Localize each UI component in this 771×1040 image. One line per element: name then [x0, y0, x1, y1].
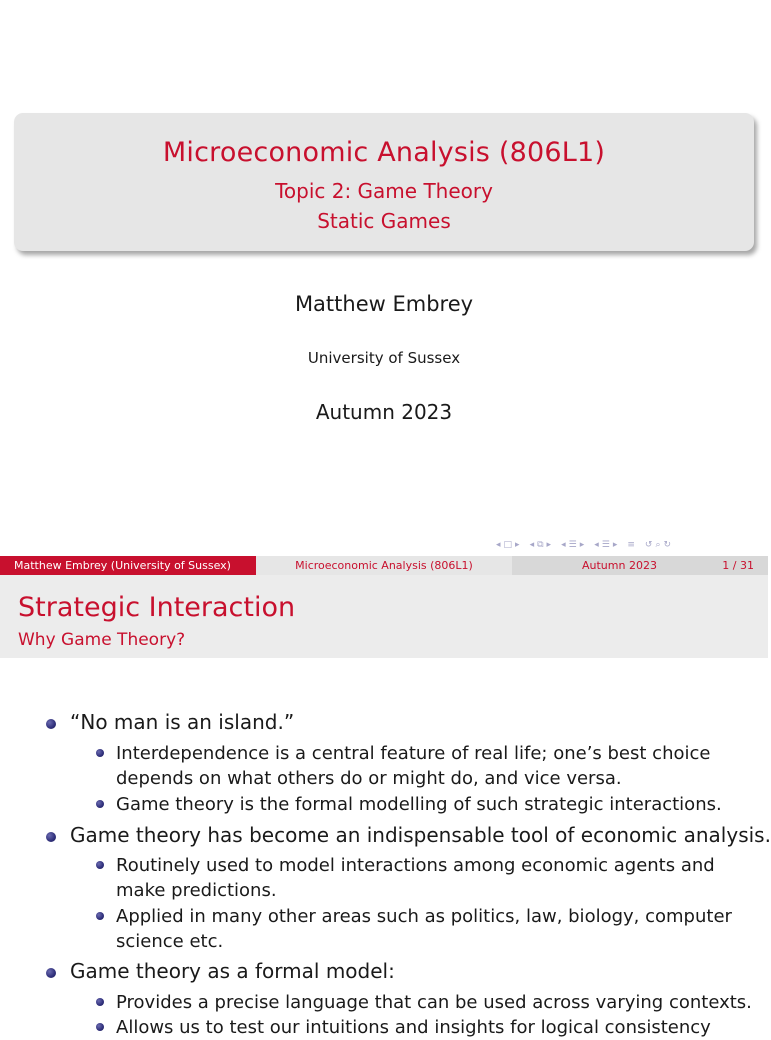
frame-title-bar [0, 575, 768, 658]
nav-section-icon[interactable]: ☰ [568, 540, 577, 550]
slide-footer [0, 556, 768, 575]
footer-date-page [512, 556, 768, 575]
presentation-subtitle-part: Static Games [317, 209, 451, 233]
sub-bullet-item-line: Allows us to test our intuitions and insights for logical consistency [116, 1017, 711, 1038]
footer-page-number: 1 / 31 [722, 559, 754, 572]
nav-next-subsection-arrow-icon[interactable]: ▸ [546, 540, 552, 550]
nav-align-icon[interactable]: ≡ [627, 540, 635, 550]
footer-short-title: Microeconomic Analysis (806L1) [256, 556, 512, 575]
bullet-item: Game theory has become an indispensable tool of economic analysis. [70, 823, 771, 847]
frame-title: Strategic Interaction [18, 592, 296, 623]
presentation-date: Autumn 2023 [315, 400, 453, 424]
beamer-navigation-bar [496, 537, 762, 553]
sub-bullet-item-line: make predictions. [116, 880, 277, 901]
presentation-title: Microeconomic Analysis (806L1) [162, 137, 606, 168]
nav-forward-icon[interactable]: ↻ [663, 540, 672, 550]
nav-prev-section-arrow-icon[interactable]: ◂ [561, 540, 566, 550]
nav-next-arrow-icon[interactable]: ▸ [515, 540, 520, 550]
frame-subtitle: Why Game Theory? [18, 630, 186, 650]
sub-bullet-item-line: Routinely used to model interactions among economic agents and [116, 855, 715, 876]
sub-bullet-marker [96, 749, 104, 757]
nav-search-icon[interactable]: ⌕ [655, 540, 661, 550]
nav-prev-arrow-icon[interactable]: ◂ [496, 540, 501, 550]
title-block [14, 113, 754, 251]
sub-bullet-item-line: Provides a precise language that can be used across varying contexts. [116, 992, 752, 1013]
bullet-item: “No man is an island.” [70, 710, 295, 734]
sub-bullet-marker [96, 861, 104, 869]
nav-next-doc-arrow-icon[interactable]: ▸ [612, 540, 618, 550]
sub-bullet-marker [96, 1023, 104, 1031]
nav-document-icon[interactable]: ☰ [601, 540, 610, 550]
sub-bullet-item-line: Game theory is the formal modelling of such strategic interactions. [116, 794, 722, 815]
nav-prev-subsection-arrow-icon[interactable]: ◂ [529, 540, 535, 550]
sub-bullet-item-line: Interdependence is a central feature of real life; one’s best choice [116, 743, 711, 764]
sub-bullet-marker [96, 998, 104, 1006]
content-slide [0, 575, 771, 1038]
footer-date: Autumn 2023 [582, 559, 657, 572]
bullet-marker [46, 719, 56, 729]
sub-bullet-item-line: Applied in many other areas such as politics, law, biology, computer [116, 906, 732, 927]
nav-back-icon[interactable]: ↺ [644, 540, 653, 550]
nav-next-section-arrow-icon[interactable]: ▸ [579, 540, 585, 550]
sub-bullet-item-line: science etc. [116, 931, 224, 952]
institute-name: University of Sussex [307, 349, 461, 367]
sub-bullet-item-line: depends on what others do or might do, and vice versa. [116, 768, 622, 789]
nav-frame-icon[interactable]: □ [503, 540, 513, 550]
presentation-subtitle-topic: Topic 2: Game Theory [275, 179, 493, 203]
footer-author-institute: Matthew Embrey (University of Sussex) [0, 556, 256, 575]
bullet-marker [46, 832, 56, 842]
nav-subsection-icon[interactable]: ⧉ [537, 540, 544, 550]
bullet-item: Game theory as a formal model: [70, 959, 395, 983]
author-name: Matthew Embrey [294, 292, 474, 316]
sub-bullet-marker [96, 912, 104, 920]
bullet-marker [46, 968, 56, 978]
nav-prev-doc-arrow-icon[interactable]: ◂ [594, 540, 599, 550]
sub-bullet-marker [96, 800, 104, 808]
